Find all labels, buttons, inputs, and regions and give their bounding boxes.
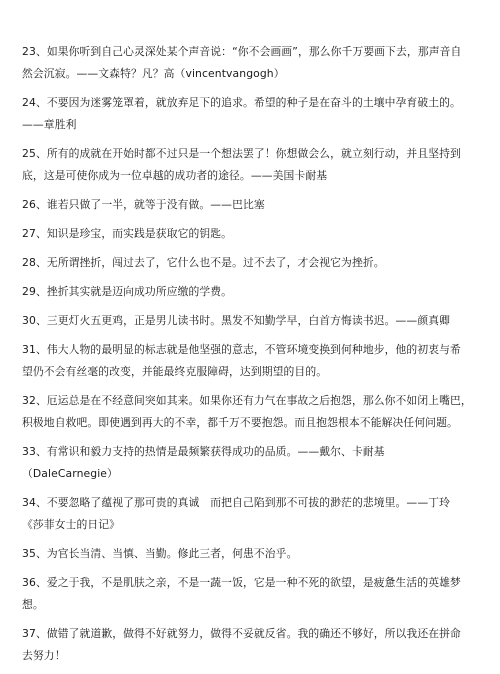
quote-paragraph: [22, 441, 480, 485]
quote-line: 34、不要忽略了蕴视了那可贵的真诚 而把自己陷到那不可拔的渺茫的悲境里。——丁玲: [22, 496, 451, 509]
quote-line: 《莎菲女士的日记》: [22, 518, 121, 531]
quote-paragraph: [22, 623, 480, 667]
quote-line: 23、如果你听到自己心灵深处某个声音说：“你不会画画”，那么你千万要画下去，那声音自: [22, 45, 462, 58]
quote-line: 想。: [22, 598, 44, 611]
quote-paragraph: [22, 92, 480, 136]
quote-line: 29、挫折其实就是迈向成功所应缴的学费。: [22, 285, 233, 298]
quote-line: 25、所有的成就在开始时都不过只是一个想法罢了！你想做会么，就立刻行动，并且坚持到: [22, 147, 461, 160]
quote-line: 26、谁若只做了一半，就等于没有做。——巴比塞: [22, 198, 265, 211]
quote-line: 32、厄运总是在不经意间突如其来。如果你还有力气在事故之后抱怨，那么你不如闭上嘴巴，: [22, 394, 472, 407]
quote-list: [22, 41, 480, 674]
quote-line: 37、做错了就道歉，做得不好就努力，做得不妥就反省。我的确还不够好，所以我还在拼命: [22, 627, 461, 640]
quote-line: 35、为官长当清、当慎、当勤。修此三者，何患不治乎。: [22, 547, 298, 560]
quote-paragraph: [22, 41, 480, 85]
quote-line: 底，这是可使你成为一位卓越的成功者的途径。——美国卡耐基: [22, 169, 328, 182]
quote-paragraph: [22, 339, 480, 383]
quote-line: 27、知识是珍宝，而实践是获取它的钥匙。: [22, 227, 233, 240]
quote-paragraph: [22, 572, 480, 616]
quote-line: 24、不要因为迷雾笼罩着，就放弃足下的追求。希望的种子是在奋斗的土壤中孕育破土的。: [22, 96, 461, 109]
quote-paragraph: [22, 281, 480, 303]
quote-paragraph: [22, 492, 480, 536]
quote-paragraph: [22, 143, 480, 187]
quote-line: 30、三更灯火五更鸡，正是男儿读书时。黑发不知勤学早，白首方悔读书迟。——颜真卿: [22, 314, 451, 327]
quote-paragraph: [22, 310, 480, 332]
quote-line: 积极地自救吧。即使遇到再大的不幸，都千万不要抱怨。而且抱怨根本不能解决任何问题。: [22, 416, 458, 429]
quote-paragraph: [22, 194, 480, 216]
quote-paragraph: [22, 543, 480, 565]
quote-line: 然会沉寂。——文森特？凡？高（vincentvangogh）: [22, 67, 285, 80]
quote-line: 36、爱之于我，不是肌肤之亲，不是一蔬一饭，它是一种不死的欲望，是疲惫生活的英雄梦: [22, 576, 461, 589]
quote-paragraph: [22, 252, 480, 274]
quote-line: （DaleCarnegie）: [22, 467, 118, 480]
quote-paragraph: [22, 390, 480, 434]
quote-line: 望仍不会有丝毫的改变，并能最终克服障碍，达到期望的目的。: [22, 365, 328, 378]
quote-line: ——章胜利: [22, 118, 77, 131]
quote-line: 31、伟大人物的最明显的标志就是他坚强的意志，不管环境变换到何种地步，他的初衷与希: [22, 343, 461, 356]
quote-line: 28、无所谓挫折，闯过去了，它什么也不是。过不去了，才会视它为挫折。: [22, 256, 385, 269]
quote-line: 去努力！: [22, 649, 66, 662]
quote-line: 33、有常识和毅力支持的热情是最频繁获得成功的品质。——戴尔、卡耐基: [22, 445, 385, 458]
quote-paragraph: [22, 223, 480, 245]
